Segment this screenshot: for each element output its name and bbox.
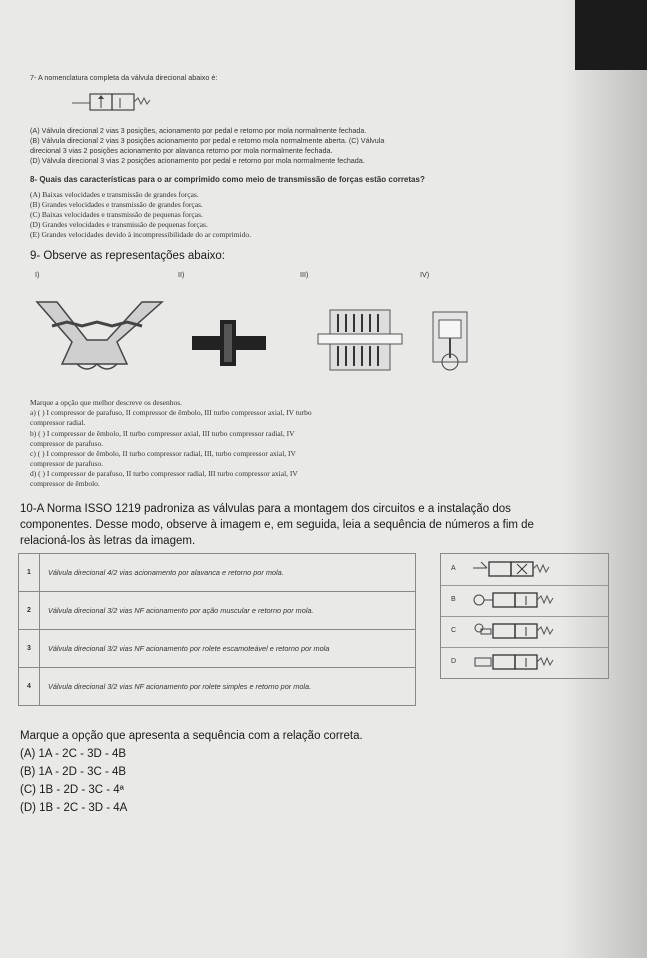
symbol-row-d [441,647,608,678]
table-row [19,668,416,706]
q9-label-i: I) [35,270,40,279]
q7-valve-symbol-icon [70,88,165,118]
q9-option-d-cont: compressor de êmbolo. [30,479,100,488]
q10-prompt: Marque a opção que apresenta a sequência com a relação correta. [20,730,363,742]
q8-option-b: (B) Grandes velocidades e transmissão de grandes forças. [30,200,203,209]
piston-compressor-drawing-icon [415,300,490,380]
valve-3-2-roller-icon [471,589,596,613]
q7-option-d: (D) Válvula direcional 3 vias 2 posições acionamento por pedal e retorno por mola normalmente fechada. [30,156,365,165]
row-number: 2 [19,592,40,630]
screw-compressor-drawing-icon [32,282,172,382]
table-row [19,630,416,668]
symbol-letter: D [451,658,457,665]
row-description: Válvula direcional 3/2 vias NF acionamento por rolete simples e retorno por mola. [40,668,416,706]
q10-intro-line1: 10-A Norma ISSO 1219 padroniza as válvulas para a montagem dos circuitos e a instalação dos [20,503,511,515]
row-number: 4 [19,668,40,706]
axial-compressor-drawing-icon [310,300,410,380]
q8-option-d: (D) Grandes velocidades e transmissão de pequenas forças. [30,220,208,229]
q7-option-a: (A) Válvula direcional 2 vias 3 posições, acionamento por pedal e retorno por mola normalmente fechada. [30,126,367,135]
q9-option-b-cont: compressor de parafuso. [30,439,104,448]
q10-intro-line2: componentes. Desse modo, observe à imagem e, em seguida, leia a sequência de números a fim de [20,519,534,531]
q9-label-iii: III) [300,270,309,279]
q9-prompt: Marque a opção que melhor descreve os desenhos. [30,398,183,407]
q7-option-c: direcional 3 vias 2 posições acionamento por alavanca retorno por mola normalmente fechada. [30,146,333,155]
q9-label-iv: IV) [420,270,430,279]
q8-option-a: (A) Baixas velocidades e transmissão de grandes forças. [30,190,199,199]
q8-option-c: (C) Baixas velocidades e transmissão de pequenas forças. [30,210,203,219]
table-row [19,554,416,592]
valve-3-2-retractable-roller-icon [471,620,596,644]
symbol-row-a [441,554,608,586]
q10-option-a: (A) 1A - 2C - 3D - 4B [20,748,127,760]
q10-valve-table [18,553,416,706]
symbol-letter: B [451,596,456,603]
q10-valve-symbols-table [440,553,609,679]
q9-option-a-cont: compressor radial. [30,418,86,427]
q9-title: 9- Observe as representações abaixo: [30,250,225,262]
q8-title: 8- Quais das características para o ar comprimido como meio de transmissão de forças estão corretas? [30,175,425,184]
q9-option-c: c) ( ) I compressor de êmbolo, II turbo compressor radial, III, turbo compressor axial, IV [30,449,296,458]
q8-option-e: (E) Grandes velocidades devido à incompressibilidade do ar comprimido. [30,230,251,239]
symbol-row-b [441,585,608,617]
row-description: Válvula direcional 3/2 vias NF acionamento por ação muscular e retorno por mola. [40,592,416,630]
symbol-row-c [441,616,608,648]
valve-3-2-muscular-icon [471,651,596,675]
q10-option-c: (C) 1B - 2D - 3C - 4ª [20,784,124,796]
q9-option-d: d) ( ) I compressor de parafuso, II turbo compressor radial, III turbo compressor axial, IV [30,469,298,478]
q10-intro-line3: relacioná-los às letras da imagem. [20,535,196,547]
q9-option-b: b) ( ) I compressor de êmbolo, II turbo compressor axial, III turbo compressor radial, IV [30,429,295,438]
q9-label-ii: II) [178,270,185,279]
symbol-letter: A [451,565,456,572]
table-row [19,592,416,630]
q10-option-b: (B) 1A - 2D - 3C - 4B [20,766,127,778]
valve-4-2-lever-icon [471,558,596,582]
row-description: Válvula direcional 3/2 vias NF acionamento por rolete escamoteável e retorno por mola [40,630,416,668]
radial-compressor-drawing-icon [190,318,270,368]
row-number: 3 [19,630,40,668]
q9-option-c-cont: compressor de parafuso. [30,459,104,468]
q9-option-a: a) ( ) I compressor de parafuso, II compressor de êmbolo, III turbo compressor axial, IV turbo [30,408,312,417]
symbol-letter: C [451,627,457,634]
q7-option-b: (B) Válvula direcional 2 vias 3 posições acionamento por pedal e retorno mola normalmente aberta. (C) Válvula [30,136,385,145]
q7-title: 7- A nomenclatura completa da válvula direcional abaixo é: [30,73,218,82]
row-description: Válvula direcional 4/2 vias acionamento por alavanca e retorno por mola. [40,554,416,592]
row-number: 1 [19,554,40,592]
background-corner [575,0,647,70]
page-shadow [560,0,647,958]
q10-option-d: (D) 1B - 2C - 3D - 4A [20,802,128,814]
